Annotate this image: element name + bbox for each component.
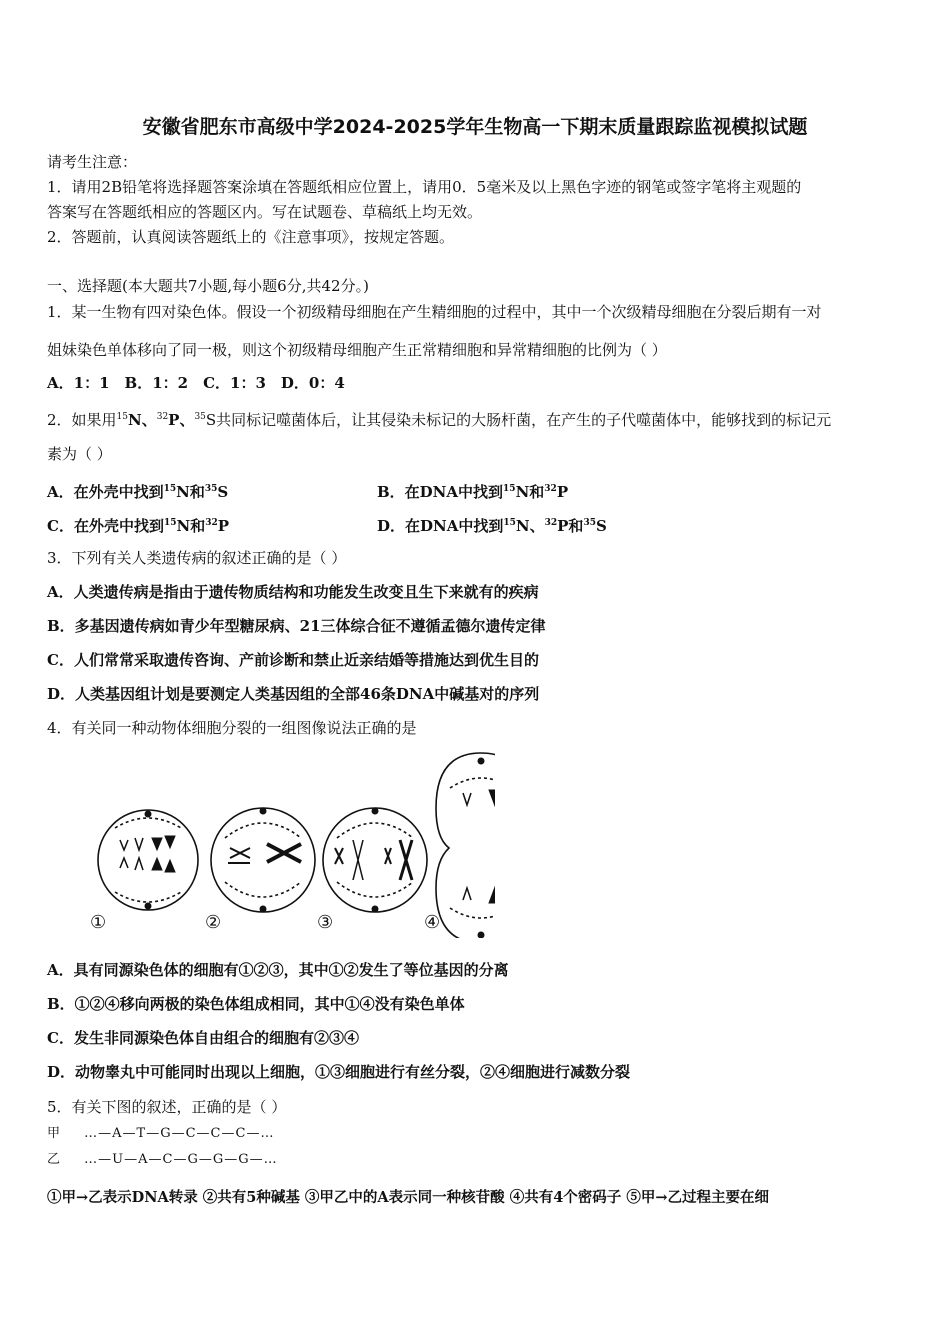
q2-a-end: S	[217, 483, 229, 501]
q5-statements: ①甲→乙表示DNA转录 ②共有5种碱基 ③甲乙中的A表示同一种核苷酸 ④共有4个密码子 ⑤甲→乙过程主要在细	[47, 1189, 769, 1206]
sup-15: 15	[163, 518, 177, 528]
page-title: 安徽省肥东市高级中学2024-2025学年生物高一下期末质量跟踪监视模拟试题	[142, 116, 808, 138]
q2-d-text: D．在DNA中找到	[377, 517, 504, 535]
q4-stem: 4．有关同一种动物体细胞分裂的一组图像说法正确的是	[47, 719, 417, 737]
sup-32: 32	[544, 518, 558, 528]
sup-15: 15	[163, 484, 177, 494]
q2-rest: S共同标记噬菌体后，让其侵染未标记的大肠杆菌，在产生的子代噬菌体中，能够找到的标记元	[205, 411, 832, 429]
q2-stem-2: 素为（ ）	[47, 445, 112, 463]
q3-option-b: B．多基因遗传病如青少年型糖尿病、21三体综合征不遵循孟德尔遗传定律	[47, 617, 546, 635]
q4-option-d: D．动物睾丸中可能同时出现以上细胞，①③细胞进行有丝分裂，②④细胞进行减数分裂	[47, 1063, 631, 1081]
q2-p: P、	[168, 411, 195, 429]
cell-division-figure	[45, 748, 495, 938]
q2-c-text: C．在外壳中找到	[47, 517, 164, 535]
q2-d-mid1: N、	[515, 517, 545, 535]
q2-stem-1	[47, 407, 831, 430]
sup-35: 35	[583, 518, 596, 528]
q2-n: N、	[128, 411, 157, 429]
sup-32: 32	[156, 412, 169, 422]
q2-option-c	[47, 513, 229, 536]
notice-heading: 请考生注意：	[47, 153, 138, 171]
q2-option-d	[377, 513, 607, 536]
q4-option-b: B．①②④移向两极的染色体组成相同，其中①④没有染色单体	[47, 995, 465, 1013]
notice-line-2: 答案写在答题纸相应的答题区内。写在试题卷、草稿纸上均无效。	[47, 203, 483, 221]
q2-pre: 2．如果用	[47, 411, 117, 429]
sup-15: 15	[503, 484, 516, 494]
figure-label-3: ③	[317, 912, 334, 933]
sup-15: 15	[503, 518, 516, 528]
q2-a-text: A．在外壳中找到	[47, 483, 164, 501]
cell-1	[98, 810, 198, 910]
seq-label-jia: 甲	[47, 1126, 62, 1141]
sup-15: 15	[116, 412, 128, 422]
cell-4	[436, 753, 495, 938]
q4-option-a: A．具有同源染色体的细胞有①②③，其中①②发生了等位基因的分离	[47, 961, 509, 979]
q2-c-mid: N和	[176, 517, 206, 535]
sup-32: 32	[205, 518, 218, 528]
figure-label-1: ①	[90, 912, 107, 933]
seq-yi: …—U—A—C—G—G—G—…	[84, 1152, 278, 1167]
q2-c-end: P	[217, 517, 230, 535]
sup-32: 32	[544, 484, 557, 494]
q2-b-text: B．在DNA中找到	[377, 483, 504, 501]
seq-label-yi: 乙	[47, 1152, 62, 1167]
q3-option-c: C．人们常常采取遗传咨询、产前诊断和禁止近亲结婚等措施达到优生目的	[47, 651, 539, 669]
q1-stem-1: 1．某一生物有四对染色体。假设一个初级精母细胞在产生精细胞的过程中，其中一个次级精母细胞在分裂后期有一对	[47, 303, 822, 321]
sup-35: 35	[204, 484, 218, 494]
notice-line-1: 1．请用2B铅笔将选择题答案涂填在答题纸相应位置上，请用0．5毫米及以上黑色字迹的钢笔或签字笔将主观题的	[47, 178, 802, 196]
seq-row-jia	[47, 1124, 274, 1144]
q3-option-a: A．人类遗传病是指由于遗传物质结构和功能发生改变且生下来就有的疾病	[47, 583, 539, 601]
q2-d-mid2: P和	[557, 517, 584, 535]
q5-stem: 5．有关下图的叙述，正确的是（ ）	[47, 1098, 287, 1116]
notice-line-3: 2．答题前，认真阅读答题纸上的《注意事项》，按规定答题。	[47, 228, 455, 246]
seq-jia: …—A—T—G—C—C—C—…	[84, 1126, 275, 1141]
q2-b-mid: N和	[515, 483, 545, 501]
q1-stem-2: 姐妹染色单体移向了同一极，则这个初级精母细胞产生正常精细胞和异常精细胞的比例为（ ）	[47, 341, 667, 359]
q3-option-d: D．人类基因组计划是要测定人类基因组的全部46条DNA中碱基对的序列	[47, 685, 540, 703]
seq-row-yi	[47, 1150, 278, 1170]
q3-stem: 3．下列有关人类遗传病的叙述正确的是（ ）	[47, 549, 347, 567]
q2-option-a	[47, 479, 228, 502]
q2-option-b	[377, 479, 568, 502]
cell-3	[323, 808, 427, 912]
figure-label-4: ④	[424, 912, 441, 933]
section-heading: 一、选择题(本大题共7小题,每小题6分,共42分。)	[47, 277, 369, 295]
q2-d-end: S	[595, 517, 607, 535]
q4-option-c: C．发生非同源染色体自由组合的细胞有②③④	[47, 1029, 359, 1047]
q2-a-mid: N和	[176, 483, 205, 501]
q1-options: A．1：1 B．1：2 C．1：3 D．0：4	[47, 374, 345, 392]
sup-35: 35	[194, 412, 206, 422]
q2-b-end: P	[556, 483, 569, 501]
figure-label-2: ②	[205, 912, 222, 933]
